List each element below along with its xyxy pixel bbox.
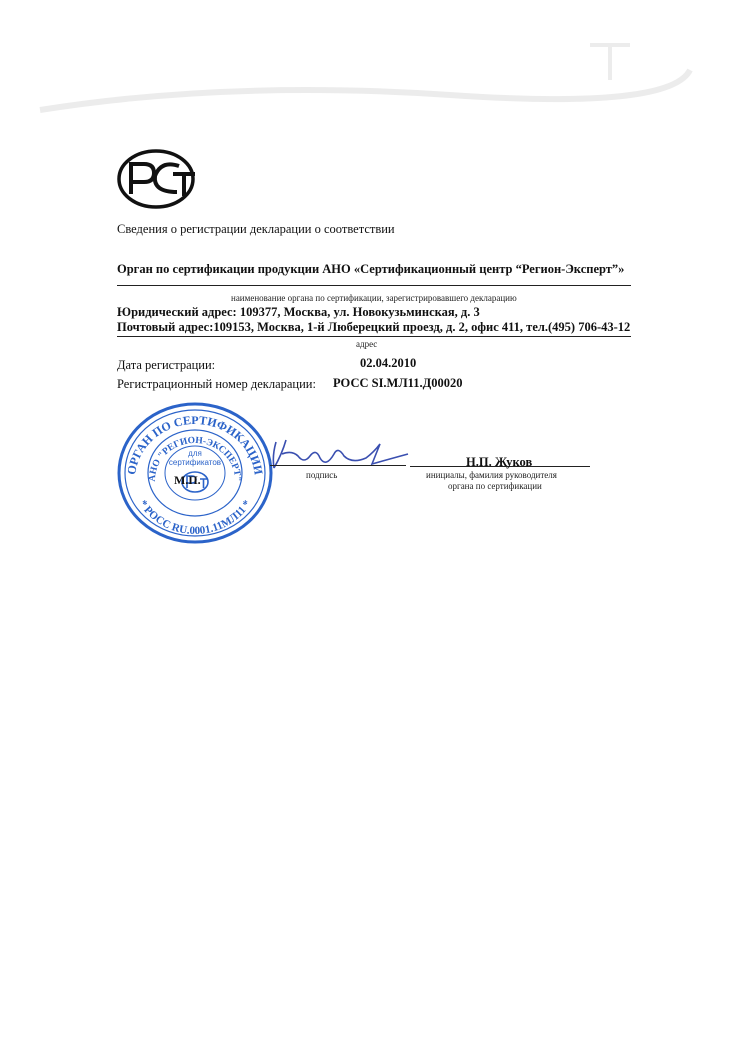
signature-rule xyxy=(270,465,406,466)
mp-label: М.П. xyxy=(174,473,201,487)
registration-number-value: РОСС SI.МЛ11.Д00020 xyxy=(333,376,463,390)
handwritten-signature xyxy=(268,434,418,474)
signature-caption: подпись xyxy=(306,470,338,480)
address-rule xyxy=(117,336,631,337)
signer-caption-line1: инициалы, фамилия руководителя xyxy=(426,470,557,480)
organ-name: Орган по сертификации продукции АНО «Сертификационный центр “Регион-Эксперт”» xyxy=(117,262,625,276)
legal-address: Юридический адрес: 109377, Москва, ул. Новокузьминская, д. 3 xyxy=(117,305,480,319)
postal-address: Почтовый адрес:109153, Москва, 1-й Люберецкий проезд, д. 2, офис 411, тел.(495) 706-43-12 xyxy=(117,320,631,334)
registration-info-heading: Сведения о регистрации декларации о соответствии xyxy=(117,222,395,236)
organ-name-rule xyxy=(117,285,631,286)
seal-inner-text: АНО "РЕГИОН-ЭКСПЕРТ" xyxy=(147,435,243,482)
address-caption: адрес xyxy=(356,339,378,349)
organ-name-caption: наименование органа по сертификации, зарегистрировавшего декларацию xyxy=(231,293,517,303)
signer-name: Н.П. Жуков xyxy=(466,455,533,469)
seal-bottom-text: * РОСС RU.0001.11МЛ11 * xyxy=(136,498,254,538)
seal-outer-text: ОРГАН ПО СЕРТИФИКАЦИИ xyxy=(124,412,266,476)
seal-center-line1: для xyxy=(188,449,202,458)
registration-number-label: Регистрационный номер декларации: xyxy=(117,377,316,391)
rst-logo-icon xyxy=(117,148,199,210)
registration-date-label: Дата регистрации: xyxy=(117,358,216,372)
registration-date-value: 02.04.2010 xyxy=(360,356,417,370)
bleed-through-marks xyxy=(30,40,710,130)
signer-caption-line2: органа по сертификации xyxy=(448,481,542,491)
seal-center-line2: сертификатов xyxy=(168,458,222,467)
